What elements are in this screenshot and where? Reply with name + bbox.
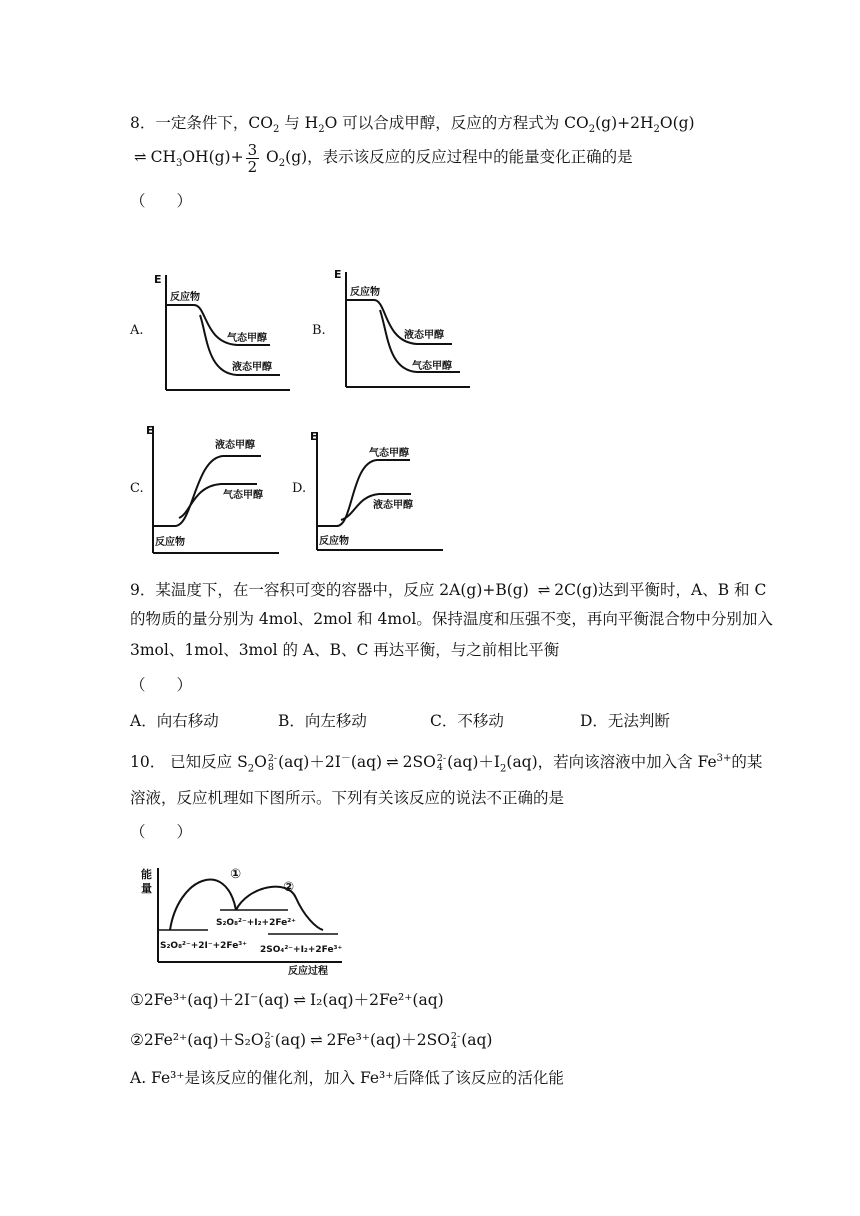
q8-option-b-graph	[332, 262, 477, 392]
q8-option-a-letter: A.	[130, 323, 144, 338]
label-low: 反应物	[155, 537, 185, 548]
q9-option-d: D．无法判断	[580, 712, 670, 730]
q10-step1: ①2Fe³⁺(aq)＋2I⁻(aq) ⇌ I₂(aq)＋2Fe²⁺(aq)	[130, 991, 444, 1009]
q10-option-a: A. Fe³⁺是该反应的催化剂，加入 Fe³⁺后降低了该反应的活化能	[130, 1069, 564, 1087]
q8-answer-paren: （ ）	[130, 192, 193, 210]
axis-label-e: E	[146, 424, 154, 437]
intermediate-species: S₂O₈²⁻+I₂+2Fe²⁺	[216, 918, 296, 928]
axis-label-e: E	[310, 430, 318, 443]
label-mid: 液态甲醇	[404, 330, 444, 341]
q8-option-d-graph	[307, 424, 447, 554]
peak-2-label: ②	[283, 880, 295, 895]
q8-option-c-graph	[143, 418, 283, 556]
product-species: 2SO₄²⁻+I₂+2Fe³⁺	[260, 945, 343, 955]
axis-label-e: E	[334, 268, 342, 281]
label-mid: 液态甲醇	[373, 500, 413, 511]
q8-option-a-graph	[152, 265, 292, 395]
q10-answer-paren: （ ）	[130, 823, 193, 841]
q8-option-c-letter: C.	[130, 481, 144, 496]
equilibrium-arrow-icon: ⇌	[134, 148, 147, 166]
axis-label-e: E	[154, 273, 162, 286]
q10-energy-diagram	[138, 858, 343, 978]
q8-line2: ⇌ $CH_3OH(g)+$ $\frac{3}{2}$ $O_2(g)$，表示该反应的反应过程中的能量变化正确的是	[134, 140, 633, 176]
equilibrium-arrow-icon: ⇌	[537, 581, 551, 599]
q9-option-a: A．向右移动	[130, 712, 219, 730]
label-low: 气态甲醇	[412, 361, 452, 372]
q8-line1: 8．一定条件下，$CO_2$ 与 $H_2O$ 可以合成甲醇，反应的方程式为 $CO_2(g)+2H_2O(g)$	[130, 114, 695, 136]
peak-1-label: ①	[230, 867, 242, 882]
x-axis-label: 反应过程	[288, 966, 328, 977]
label-top: 反应物	[170, 292, 200, 303]
q10-line2: 溶液，反应机理如下图所示。下列有关该反应的说法不正确的是	[130, 789, 565, 807]
label-top: 气态甲醇	[369, 448, 409, 459]
q9-option-c: C．不移动	[430, 712, 504, 730]
fraction: $\frac{3}{2}$	[247, 140, 258, 176]
equilibrium-arrow-icon: ⇌	[310, 1031, 323, 1049]
label-low: 反应物	[319, 536, 349, 547]
q9-option-b: B．向左移动	[278, 712, 367, 730]
q9-line1: 9．某温度下，在一容积可变的容器中，反应 2A(g)+B(g) ⇌ 2C(g)达到平衡时，A、B 和 C	[130, 581, 767, 599]
reactant-species: S₂O₈²⁻+2I⁻+2Fe³⁺	[160, 941, 247, 951]
y-axis-label-2: 量	[141, 882, 152, 895]
label-mid: 气态甲醇	[223, 490, 263, 501]
label-mid: 气态甲醇	[227, 333, 267, 344]
q8-option-d-letter: D.	[292, 481, 307, 496]
q9-line2: 的物质的量分别为 4mol、2mol 和 4mol。保持温度和压强不变，再向平衡混合物中分别加入	[130, 610, 773, 628]
equilibrium-arrow-icon: ⇌	[293, 991, 306, 1009]
equilibrium-arrow-icon: ⇌	[386, 753, 399, 772]
q8-option-b-letter: B.	[312, 323, 326, 338]
q9-answer-paren: （ ）	[130, 676, 193, 694]
label-low: 液态甲醇	[232, 362, 272, 373]
q10-step2: ②2Fe²⁺(aq)＋S₂O 2- 8 (aq) ⇌ 2Fe³⁺(aq)＋2SO 2- 4 (aq)	[130, 1031, 493, 1051]
q10-line1: 10． 已知反应 $S_2O$ 2- 8 (aq)＋2I－(aq) ⇌ 2SO 2- 4 $(aq)+I_2(aq)$，若向该溶液中加入含 $Fe^{3+}$的某	[130, 753, 763, 775]
label-top: 液态甲醇	[215, 440, 255, 451]
q9-line3: 3mol、1mol、3mol 的 A、B、C 再达平衡，与之前相比平衡	[130, 641, 560, 659]
label-top: 反应物	[350, 287, 380, 298]
y-axis-label-1: 能	[141, 868, 152, 881]
